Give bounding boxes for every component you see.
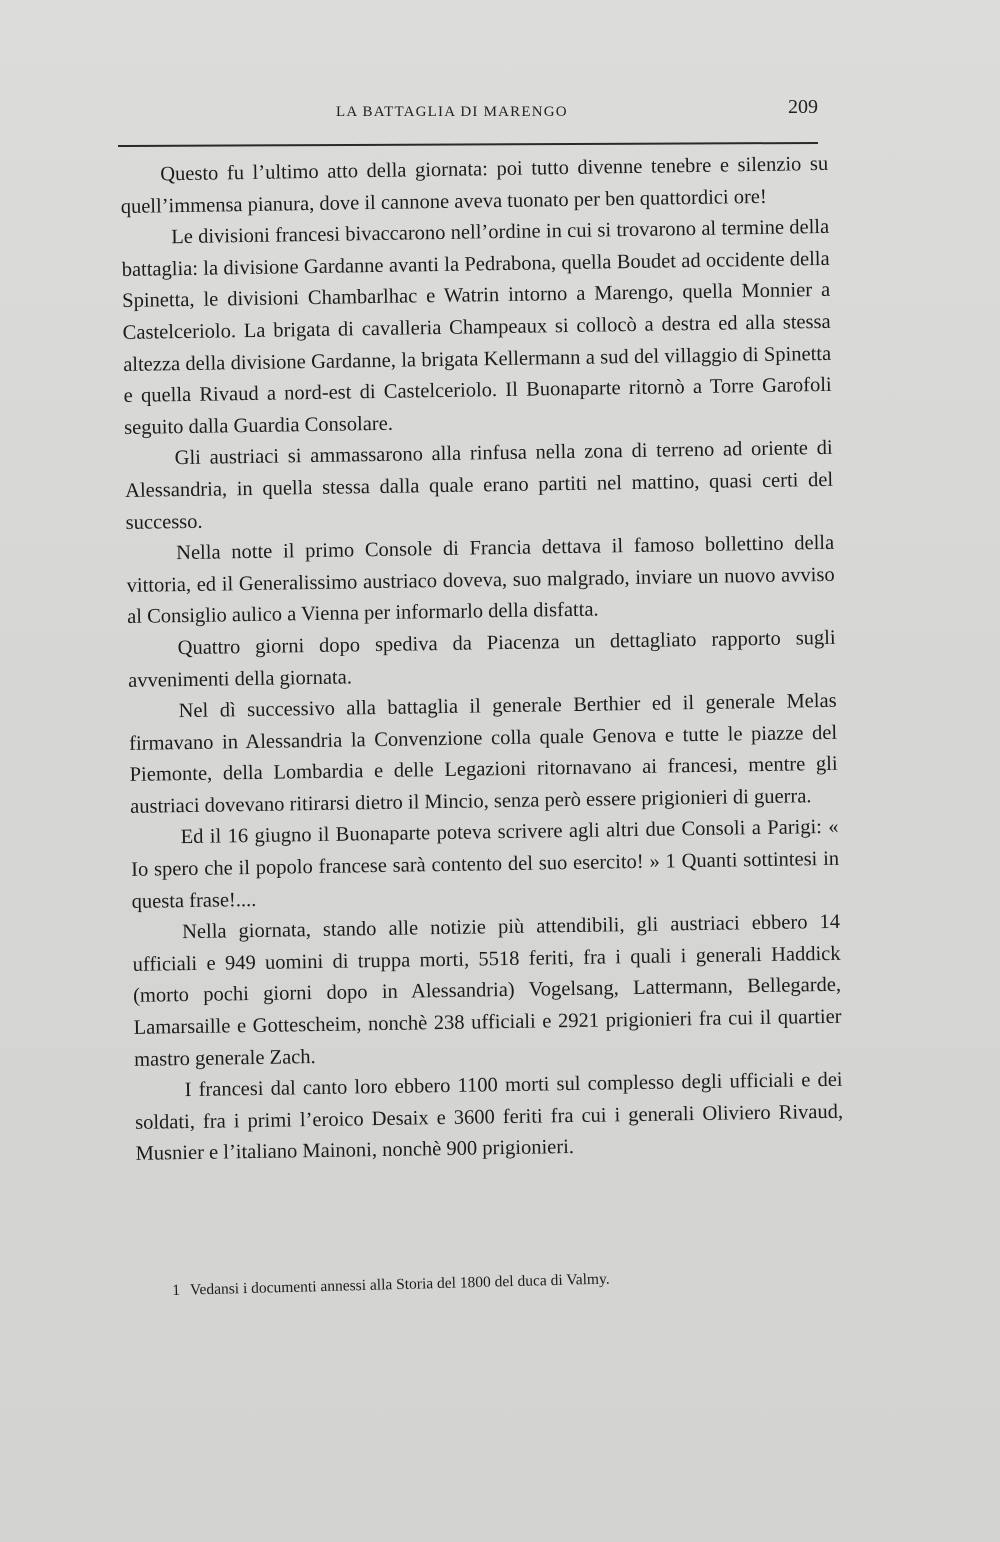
footnote-text: Vedansi i documenti annessi alla Storia del 1800 del duca di Valmy. <box>189 1270 610 1299</box>
footnote <box>172 1263 812 1302</box>
paragraph: Questo fu l’ultimo atto della giornata: poi tutto divenne tenebre e silenzio su quell’immensa pianura, dove il cannone aveva tuonato per ben quattordici ore! <box>120 152 829 218</box>
paragraph: Nel dì successivo alla battaglia il generale Berthier ed il generale Melas firmavano in Alessandria la Convenzione colla quale Genova e tutte le piazze del Piemonte, della Lombardia e delle Legazioni ritornavano ai francesi, mentre gli austriaci dovevano ritirarsi dietro il Mincio, senza però essere prigionieri di guerra. <box>128 689 838 818</box>
page-number: 209 <box>788 96 818 118</box>
paragraph: I francesi dal canto loro ebbero 1100 morti sul complesso degli ufficiali e dei soldati, fra i primi l’eroico Desaix e 3600 feriti fra cui i generali Oliviero Rivaud, Musnier e l’italiano Mainoni, nonchè 900 prigionieri. <box>134 1068 844 1166</box>
paragraph: Nella giornata, stando alle notizie più attendibili, gli austriaci ebbero 14 ufficiali e 949 uomini di truppa morti, 5518 feriti, fra i quali i generali Haddick (morto pochi giorni dopo in Alessandria) Vogelsang, Lattermann, Bellegarde, Lamarsaille e Gottescheim, nonchè 238 ufficiali e 2921 prigionieri fra cui il quartier mastro generale Zach. <box>132 911 842 1071</box>
body-text <box>120 149 844 1171</box>
page-header <box>118 96 818 136</box>
paragraph: Ed il 16 giugno il Buonaparte poteva scrivere agli altri due Consoli a Parigi: « Io spero che il popolo francese sarà contento del suo esercito! » 1 Quanti sottintesi in questa frase!.... <box>130 816 840 913</box>
paragraph: Nella notte il primo Console di Francia dettava il famoso bollettino della vittoria, ed il Generalissimo austriaco doveva, suo malgrado, inviare un nuovo avviso al Consiglio aulico a Vienna per informarlo della disfatta. <box>126 531 835 629</box>
paragraph: Quattro giorni dopo spediva da Piacenza un dettagliato rapporto sugli avvenimenti della giornata. <box>128 626 836 692</box>
header-rule <box>118 142 818 147</box>
footnote-marker: 1 <box>172 1281 181 1299</box>
paragraph: Gli austriaci si ammassarono alla rinfusa nella zona di terreno ad oriente di Alessandria, in quella stessa dalla quale erano partiti nel mattino, quasi certi del successo. <box>125 437 834 534</box>
paragraph: Le divisioni francesi bivaccarono nell’ordine in cui si trovarono al termine della battaglia: la divisione Gardanne avanti la Pedrabona, quella Boudet ad occidente della Spinetta, le divisioni Chambarlhac e Watrin intorno a Marengo, quella Monnier a Castelceriolo. La brigata di cavalleria Champeaux si collocò a destra ed alla stessa altezza della divisione Gardanne, la brigata Kellermann a sud del villaggio di Spinetta e quella Rivaud a nord-est di Castelceriolo. Il Buonaparte ritornò a Torre Garofoli seguito dalla Guardia Consolare. <box>121 216 832 439</box>
running-title: LA BATTAGLIA DI MARENGO <box>336 104 568 120</box>
